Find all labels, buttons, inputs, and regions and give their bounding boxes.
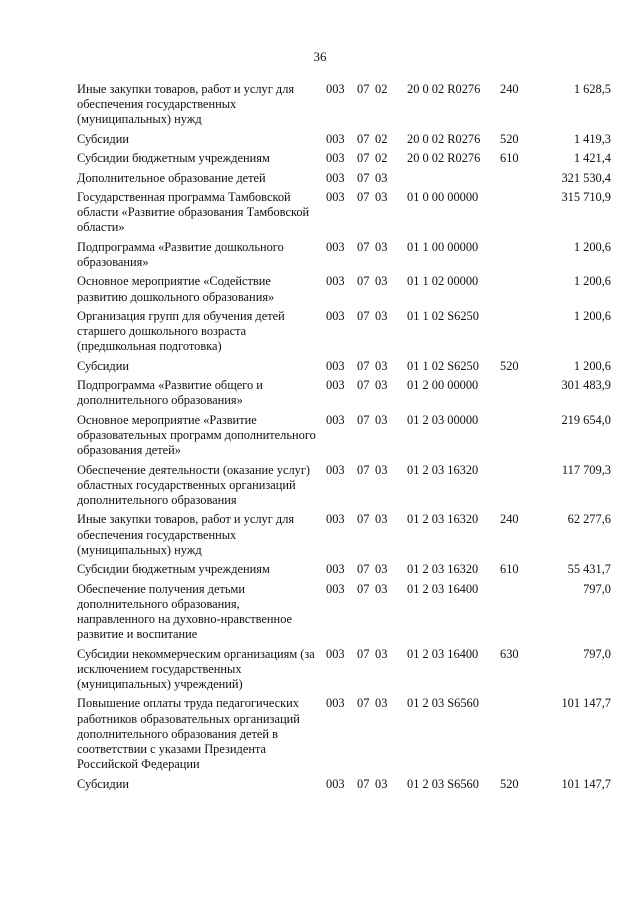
row-amount-cell: 101 147,7 [561, 776, 611, 791]
table-row [77, 512, 611, 562]
row-target-article-cell: 20 0 02 R0276 [407, 82, 481, 96]
table-row [77, 696, 611, 776]
row-grbs-cell: 003 [326, 562, 345, 577]
row-section-cell: 07 [357, 562, 370, 577]
row-section-cell: 07 [357, 646, 370, 661]
budget-table [77, 82, 611, 796]
row-grbs-cell: 003 [326, 412, 345, 427]
row-target-article-cell: 20 0 02 R0276 [407, 151, 481, 166]
row-expense-type-cell: 240 [500, 82, 519, 96]
row-subsection-cell: 03 [375, 696, 388, 711]
row-target-article-cell: 01 2 03 00000 [407, 412, 479, 427]
table-row [77, 171, 611, 190]
row-section-cell: 07 [357, 82, 370, 96]
row-section-cell: 07 [357, 239, 370, 254]
row-target-article-cell: 01 2 03 16400 [407, 646, 479, 661]
row-section-cell: 07 [357, 696, 370, 711]
row-grbs-cell: 003 [326, 776, 345, 791]
row-subsection-cell: 03 [375, 562, 388, 577]
row-target-article-cell: 01 2 03 S6560 [407, 776, 479, 791]
row-amount-cell: 117 709,3 [561, 462, 611, 477]
row-expense-type-cell [500, 582, 536, 647]
row-grbs-cell: 003 [326, 696, 345, 711]
row-amount-cell: 797,0 [583, 581, 611, 596]
row-subsection-cell: 03 [375, 581, 388, 596]
row-amount-cell: 219 654,0 [561, 412, 611, 427]
row-subsection-cell: 03 [375, 378, 388, 393]
table-row [77, 151, 611, 170]
row-grbs-cell: 003 [326, 358, 345, 373]
row-name-cell: Подпрограмма «Развитие дошкольного образования» [77, 239, 284, 269]
row-grbs-cell: 003 [326, 151, 345, 166]
row-amount-cell: 1 628,5 [573, 82, 611, 96]
row-name-cell: Субсидии бюджетным учреждениям [77, 562, 270, 577]
row-target-article-cell: 01 2 03 S6560 [407, 696, 479, 711]
row-grbs-cell: 003 [326, 308, 345, 323]
row-expense-type-cell [500, 171, 536, 190]
row-expense-type-cell: 520 [500, 358, 519, 373]
row-subsection-cell: 03 [375, 189, 388, 204]
row-target-article-cell: 01 1 02 00000 [407, 274, 479, 289]
table-row [77, 359, 611, 378]
page-number: 36 [313, 49, 327, 64]
row-expense-type-cell: 240 [500, 512, 519, 527]
row-section-cell: 07 [357, 581, 370, 596]
table-row [77, 562, 611, 581]
row-name-cell: Основное мероприятие «Развитие образовательных программ дополнительного образования детей» [77, 412, 316, 458]
row-target-article-cell: 01 1 00 00000 [407, 239, 479, 254]
row-expense-type-cell [500, 274, 536, 309]
row-subsection-cell: 03 [375, 308, 388, 323]
table-row [77, 82, 611, 132]
table-row [77, 240, 611, 275]
row-target-article-cell: 01 2 03 16320 [407, 562, 479, 577]
row-subsection-cell: 03 [375, 170, 388, 185]
row-name-cell: Обеспечение деятельности (оказание услуг) областных государственных организаций дополнительного образования [77, 462, 311, 507]
table-row [77, 132, 611, 151]
row-expense-type-cell: 610 [500, 562, 519, 577]
row-subsection-cell: 03 [375, 646, 388, 661]
row-grbs-cell: 003 [326, 378, 345, 393]
table-row [77, 309, 611, 359]
row-amount-cell: 62 277,6 [567, 512, 611, 527]
row-name-cell: Дополнительное образование детей [77, 170, 266, 185]
table-row [77, 777, 611, 796]
row-target-article-cell: 01 0 00 00000 [407, 189, 479, 204]
row-amount-cell: 1 419,3 [573, 131, 611, 146]
row-expense-type-cell [500, 463, 536, 513]
row-amount-cell: 1 421,4 [573, 151, 611, 166]
row-amount-cell: 797,0 [583, 646, 611, 661]
row-grbs-cell: 003 [326, 462, 345, 477]
row-subsection-cell: 02 [375, 131, 388, 146]
row-amount-cell: 1 200,6 [573, 308, 611, 323]
table-row [77, 413, 611, 463]
row-name-cell: Иные закупки товаров, работ и услуг для обеспечения государственных (муниципальных) нужд [77, 82, 295, 127]
row-grbs-cell: 003 [326, 274, 345, 289]
row-grbs-cell: 003 [326, 239, 345, 254]
row-name-cell: Государственная программа Тамбовской области «Развитие образования Тамбовской области» [77, 189, 310, 235]
row-name-cell: Основное мероприятие «Содействие развитию дошкольного образования» [77, 274, 275, 304]
table-row [77, 647, 611, 697]
row-subsection-cell: 03 [375, 512, 388, 527]
row-section-cell: 07 [357, 170, 370, 185]
row-expense-type-cell: 520 [500, 131, 519, 146]
row-expense-type-cell [500, 696, 536, 776]
row-target-article-cell: 01 2 03 16320 [407, 462, 479, 477]
row-section-cell: 07 [357, 151, 370, 166]
row-grbs-cell: 003 [326, 170, 345, 185]
row-name-cell: Субсидии [77, 131, 129, 146]
row-name-cell: Подпрограмма «Развитие общего и дополнительного образования» [77, 378, 263, 408]
row-expense-type-cell: 610 [500, 151, 519, 166]
row-section-cell: 07 [357, 412, 370, 427]
row-name-cell: Иные закупки товаров, работ и услуг для обеспечения государственных (муниципальных) нужд [77, 512, 295, 557]
row-grbs-cell: 003 [326, 512, 345, 527]
row-amount-cell: 315 710,9 [561, 189, 611, 204]
row-section-cell: 07 [357, 189, 370, 204]
row-amount-cell: 55 431,7 [567, 562, 611, 577]
row-target-article-cell [407, 171, 500, 190]
row-subsection-cell: 03 [375, 776, 388, 791]
row-name-cell: Повышение оплаты труда педагогических работников образовательных организаций дополнительного образования детей в соответствии с указами Президента Российской Федерации [77, 696, 300, 772]
row-target-article-cell: 01 1 02 S6250 [407, 358, 479, 373]
row-expense-type-cell [500, 190, 536, 240]
row-amount-cell: 321 530,4 [561, 170, 611, 185]
row-subsection-cell: 02 [375, 151, 388, 166]
row-name-cell: Субсидии некоммерческим организациям (за исключением государственных (муниципальных) учреждений) [77, 646, 315, 691]
row-section-cell: 07 [357, 274, 370, 289]
row-amount-cell: 1 200,6 [573, 358, 611, 373]
row-name-cell: Субсидии бюджетным учреждениям [77, 151, 270, 166]
row-subsection-cell: 03 [375, 412, 388, 427]
row-amount-cell: 301 483,9 [561, 378, 611, 393]
row-expense-type-cell: 520 [500, 776, 519, 791]
row-grbs-cell: 003 [326, 581, 345, 596]
table-row [77, 274, 611, 309]
table-row [77, 378, 611, 413]
row-name-cell: Организация групп для обучения детей старшего дошкольного возраста (предшкольная подготовка) [77, 308, 285, 354]
row-subsection-cell: 02 [375, 82, 388, 96]
row-amount-cell: 1 200,6 [573, 239, 611, 254]
row-grbs-cell: 003 [326, 82, 345, 96]
row-name-cell: Субсидии [77, 358, 129, 373]
row-target-article-cell: 01 2 03 16400 [407, 581, 479, 596]
row-amount-cell: 101 147,7 [561, 696, 611, 711]
row-subsection-cell: 03 [375, 462, 388, 477]
row-amount-cell: 1 200,6 [573, 274, 611, 289]
row-grbs-cell: 003 [326, 646, 345, 661]
row-section-cell: 07 [357, 462, 370, 477]
row-target-article-cell: 01 1 02 S6250 [407, 308, 479, 323]
row-name-cell: Субсидии [77, 776, 129, 791]
row-expense-type-cell [500, 413, 536, 463]
row-grbs-cell: 003 [326, 189, 345, 204]
row-target-article-cell: 20 0 02 R0276 [407, 131, 481, 146]
row-subsection-cell: 03 [375, 239, 388, 254]
row-name-cell: Обеспечение получения детьми дополнительного образования, направленного на духовно-нравственное развитие и воспитание [77, 581, 293, 642]
row-section-cell: 07 [357, 358, 370, 373]
row-expense-type-cell [500, 378, 536, 413]
table-row [77, 190, 611, 240]
row-target-article-cell: 01 2 00 00000 [407, 378, 479, 393]
row-section-cell: 07 [357, 512, 370, 527]
row-subsection-cell: 03 [375, 274, 388, 289]
row-subsection-cell: 03 [375, 358, 388, 373]
row-section-cell: 07 [357, 776, 370, 791]
row-expense-type-cell [500, 240, 536, 275]
row-section-cell: 07 [357, 131, 370, 146]
table-row [77, 463, 611, 513]
row-expense-type-cell [500, 309, 536, 359]
row-expense-type-cell: 630 [500, 646, 519, 661]
table-row [77, 582, 611, 647]
row-section-cell: 07 [357, 308, 370, 323]
row-grbs-cell: 003 [326, 131, 345, 146]
table-body [77, 82, 611, 796]
row-target-article-cell: 01 2 03 16320 [407, 512, 479, 527]
row-section-cell: 07 [357, 378, 370, 393]
